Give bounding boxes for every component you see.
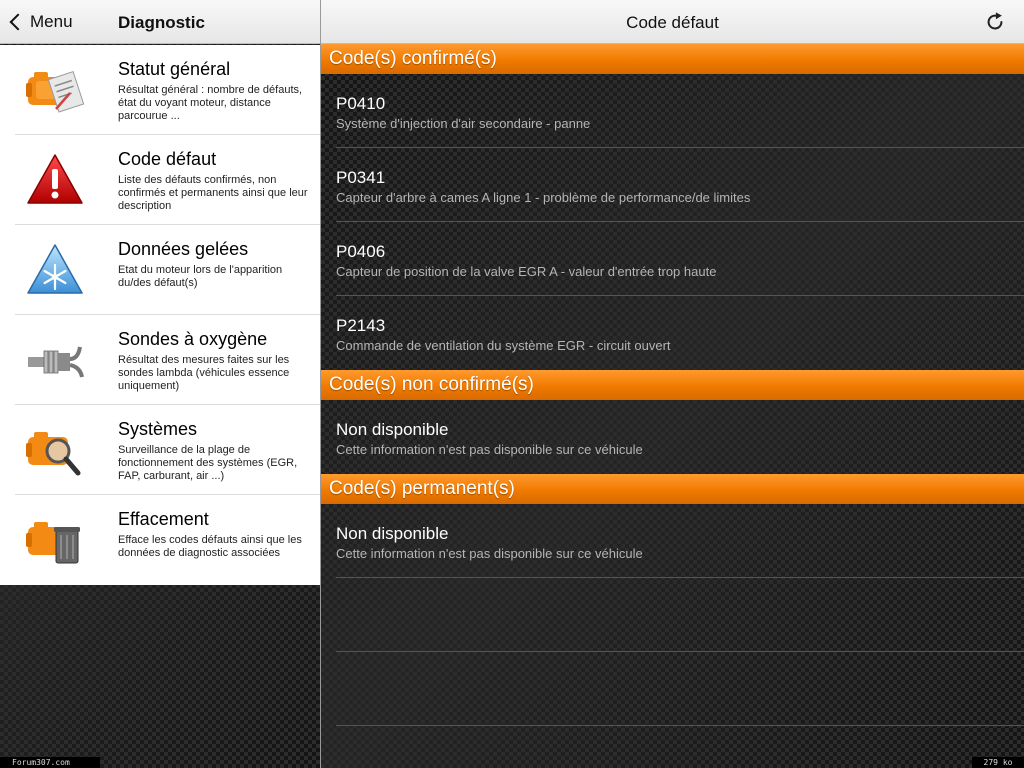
menu-item-title: Statut général xyxy=(118,59,231,79)
menu-item-sondes-oxygene[interactable] xyxy=(0,315,320,405)
engine-document-icon xyxy=(26,63,84,117)
menu-item-title: Code défaut xyxy=(118,149,217,169)
row-separator xyxy=(336,725,1024,726)
warning-triangle-icon xyxy=(26,153,84,207)
chevron-left-icon xyxy=(10,14,27,31)
fault-description: Capteur d'arbre à cames A ligne 1 - problème de performance/de limites xyxy=(336,190,751,205)
detail-pane xyxy=(321,0,1024,768)
engine-trash-icon xyxy=(26,513,84,567)
menu-item-description: Résultat général : nombre de défauts, état du voyant moteur, distance parcourue ... xyxy=(118,84,303,122)
menu-item-description: Liste des défauts confirmés, non confirmés et permanents ainsi que leur description xyxy=(118,174,308,212)
fault-code: Non disponible xyxy=(336,420,449,439)
menu-item-description: Surveillance de la plage de fonctionnement des systèmes (EGR, FAP, carburant, air ...) xyxy=(118,444,298,482)
empty-row xyxy=(336,652,1024,726)
fault-code-row[interactable] xyxy=(336,400,1024,474)
section-header-confirmed: Code(s) confirmé(s) xyxy=(321,44,1024,74)
fault-code-row[interactable] xyxy=(336,148,1024,222)
engine-magnifier-icon xyxy=(26,423,84,477)
section-header-permanent: Code(s) permanent(s) xyxy=(321,474,1024,504)
carbon-background xyxy=(0,585,320,768)
menu-item-title: Sondes à oxygène xyxy=(118,329,268,349)
menu-item-title: Données gelées xyxy=(118,239,249,259)
fault-code-row[interactable] xyxy=(336,504,1024,578)
snowflake-triangle-icon xyxy=(26,243,84,297)
menu-item-effacement[interactable] xyxy=(0,495,320,585)
left-nav-title: Diagnostic xyxy=(118,13,205,32)
menu-item-title: Effacement xyxy=(118,509,209,529)
fault-description: Système d'injection d'air secondaire - panne xyxy=(336,116,591,131)
fault-code-row[interactable] xyxy=(336,74,1024,148)
menu-item-code-defaut[interactable] xyxy=(0,135,320,225)
menu-item-statut-general[interactable] xyxy=(0,45,320,135)
diagnostic-menu-list xyxy=(0,45,320,585)
watermark-size: 279 ko xyxy=(972,757,1024,768)
fault-description: Cette information n'est pas disponible sur ce véhicule xyxy=(336,546,643,561)
fault-description: Cette information n'est pas disponible sur ce véhicule xyxy=(336,442,643,457)
menu-item-description: Etat du moteur lors de l'apparition du/des défaut(s) xyxy=(118,264,283,289)
fault-code: P0410 xyxy=(336,94,386,113)
fault-code: P0341 xyxy=(336,168,386,187)
menu-item-title: Systèmes xyxy=(118,419,198,439)
empty-row xyxy=(336,578,1024,652)
fault-code: P2143 xyxy=(336,316,386,335)
fault-code: Non disponible xyxy=(336,524,449,543)
master-pane xyxy=(0,0,320,768)
fault-code: P0406 xyxy=(336,242,386,261)
oxygen-sensor-icon xyxy=(26,333,84,387)
menu-item-description: Efface les codes défauts ainsi que les données de diagnostic associées xyxy=(118,534,302,559)
menu-item-donnees-gelees[interactable] xyxy=(0,225,320,315)
fault-code-row[interactable] xyxy=(336,296,1024,370)
fault-description: Commande de ventilation du système EGR - circuit ouvert xyxy=(336,338,671,353)
fault-description: Capteur de position de la valve EGR A - valeur d'entrée trop haute xyxy=(336,264,717,279)
menu-item-systemes[interactable] xyxy=(0,405,320,495)
left-navigation-bar xyxy=(0,0,320,44)
fault-code-row[interactable] xyxy=(336,222,1024,296)
section-header-unconfirmed: Code(s) non confirmé(s) xyxy=(321,370,1024,400)
menu-back-button[interactable] xyxy=(8,0,73,44)
back-button-label: Menu xyxy=(30,12,73,31)
detail-title: Code défaut xyxy=(626,13,719,32)
menu-item-description: Résultat des mesures faites sur les sondes lambda (véhicules essence uniquement) xyxy=(118,354,290,392)
refresh-icon[interactable] xyxy=(984,11,1006,33)
watermark-site: Forum307.com xyxy=(0,757,100,768)
fault-code-list xyxy=(321,44,1024,768)
right-navigation-bar xyxy=(321,0,1024,44)
